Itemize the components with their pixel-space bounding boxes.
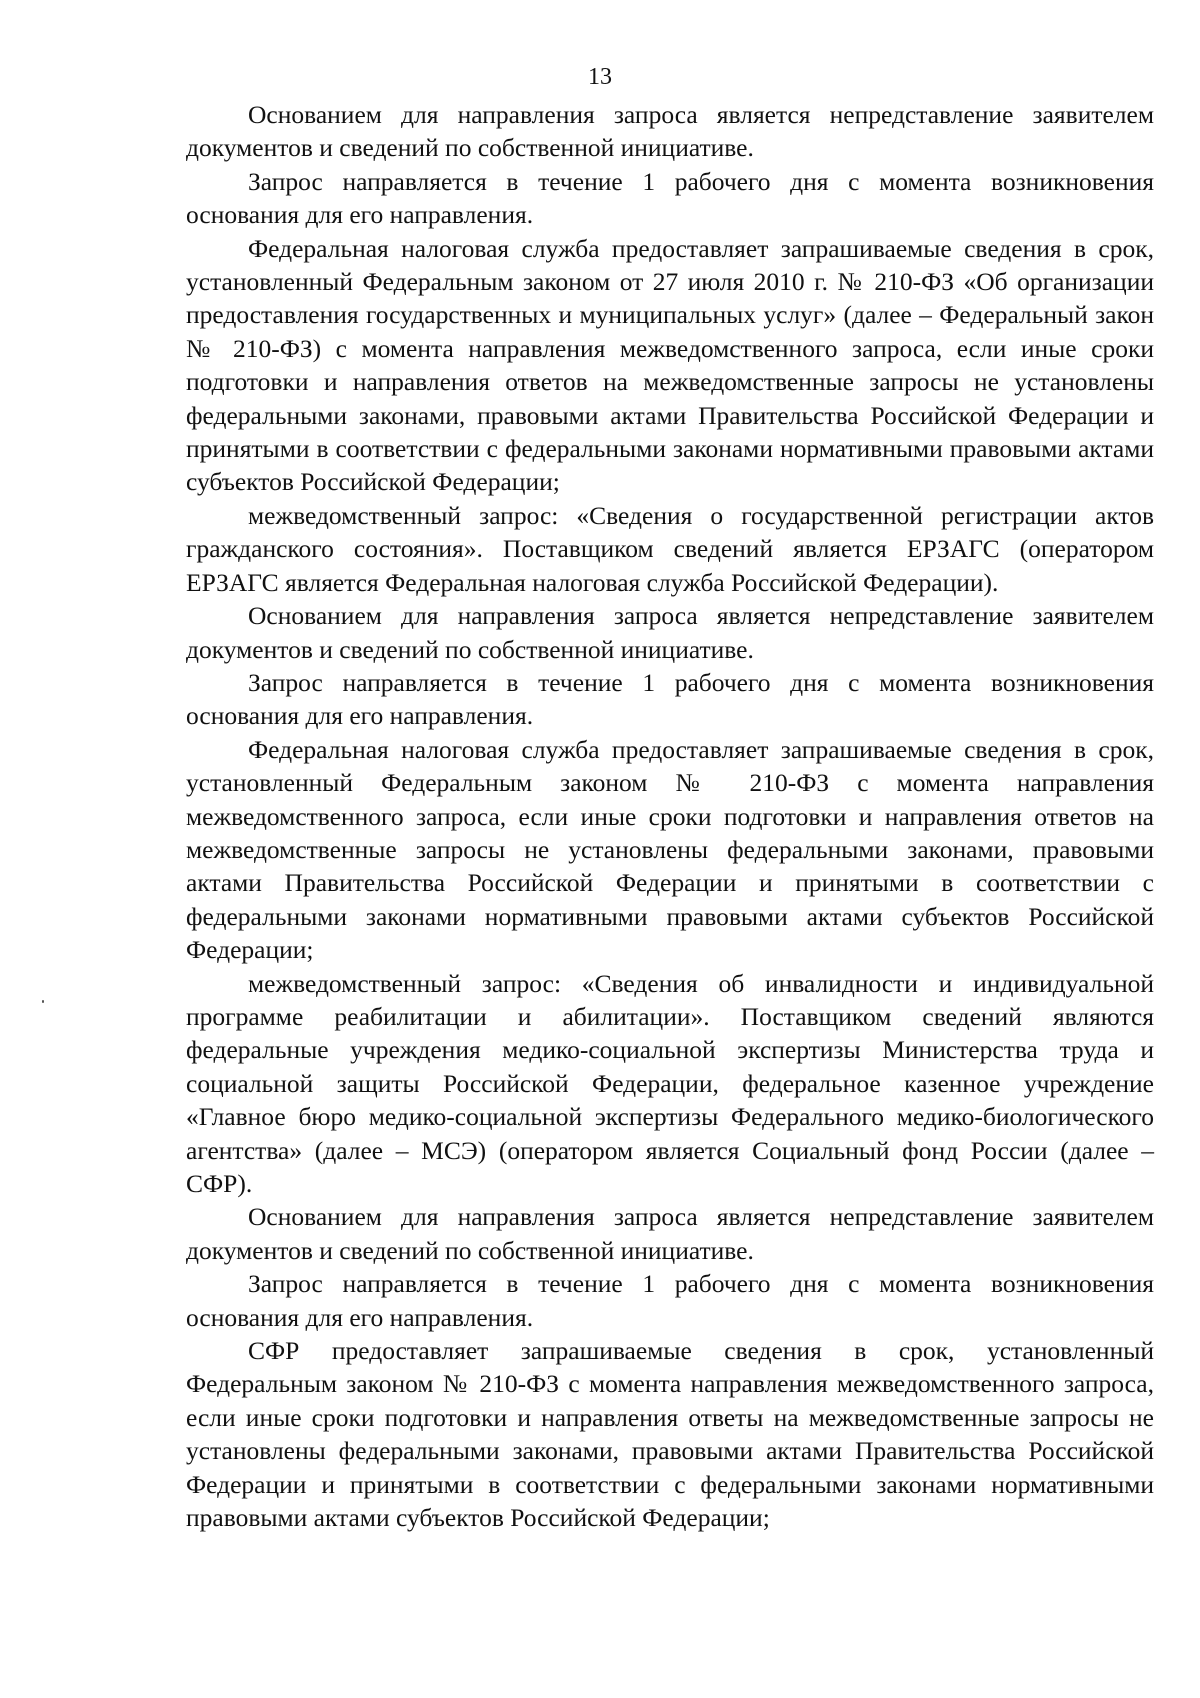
paragraph: Федеральная налоговая служба предоставляет запрашиваемые сведения в срок, установленный Федеральным законом от 27 июля 2010 г. № 210-ФЗ «Об организации предоставления государственных и муниципальных услуг» (далее – Федеральный закон № 210-ФЗ) с момента направления межведомственного запроса, если иные сроки подготовки и направления ответов на межведомственные запросы не установлены федеральными законами, правовыми актами Правительства Российской Федерации и принятыми в соответствии с федеральными законами нормативными правовыми актами субъектов Российской Федерации;: [186, 233, 1154, 497]
page-number: 13: [588, 64, 612, 90]
document-body: [186, 98, 1154, 1534]
paragraph: Запрос направляется в течение 1 рабочего дня с момента возникновения основания для его направления.: [186, 166, 1154, 230]
paragraph: Запрос направляется в течение 1 рабочего дня с момента возникновения основания для его направления.: [186, 1269, 1154, 1332]
paragraph: Запрос направляется в течение 1 рабочего дня с момента возникновения основания для его направления.: [186, 667, 1154, 731]
paragraph: межведомственный запрос: «Сведения о государственной регистрации актов гражданского состояния». Поставщиком сведений является ЕРЗАГС (оператором ЕРЗАГС является Федеральная налоговая служба Российской Федерации).: [186, 500, 1154, 597]
paragraph: межведомственный запрос: «Сведения об инвалидности и индивидуальной программе реабилитации и абилитации». Поставщиком сведений являются федеральные учреждения медико-социальной экспертизы Министерства труда и социальной защиты Российской Федерации, федеральное казенное учреждение «Главное бюро медико-социальной экспертизы Федерального медико-биологического агентства» (далее – МСЭ) (оператором является Социальный фонд России (далее – СФР).: [186, 968, 1154, 1198]
scan-speck: [42, 1000, 44, 1003]
paragraph: Основанием для направления запроса является непредставление заявителем документов и сведений по собственной инициативе.: [186, 100, 1154, 163]
paragraph: Основанием для направления запроса является непредставление заявителем документов и сведений по собственной инициативе.: [186, 1202, 1154, 1265]
paragraph: СФР предоставляет запрашиваемые сведения в срок, установленный Федеральным законом № 210-ФЗ с момента направления межведомственного запроса, если иные сроки подготовки и направления ответы на межведомственные запросы не установлены федеральными законами, правовыми актами Правительства Российской Федерации и принятыми в соответствии с федеральными законами нормативными правовыми актами субъектов Российской Федерации;: [186, 1336, 1154, 1533]
paragraph: Федеральная налоговая служба предоставляет запрашиваемые сведения в срок, установленный Федеральным законом № 210-ФЗ с момента направления межведомственного запроса, если иные сроки подготовки и направления ответов на межведомственные запросы не установлены федеральными законами, правовыми актами Правительства Российской Федерации и принятыми в соответствии с федеральными законами нормативными правовыми актами субъектов Российской Федерации;: [186, 734, 1154, 965]
paragraph: Основанием для направления запроса является непредставление заявителем документов и сведений по собственной инициативе.: [186, 601, 1154, 664]
